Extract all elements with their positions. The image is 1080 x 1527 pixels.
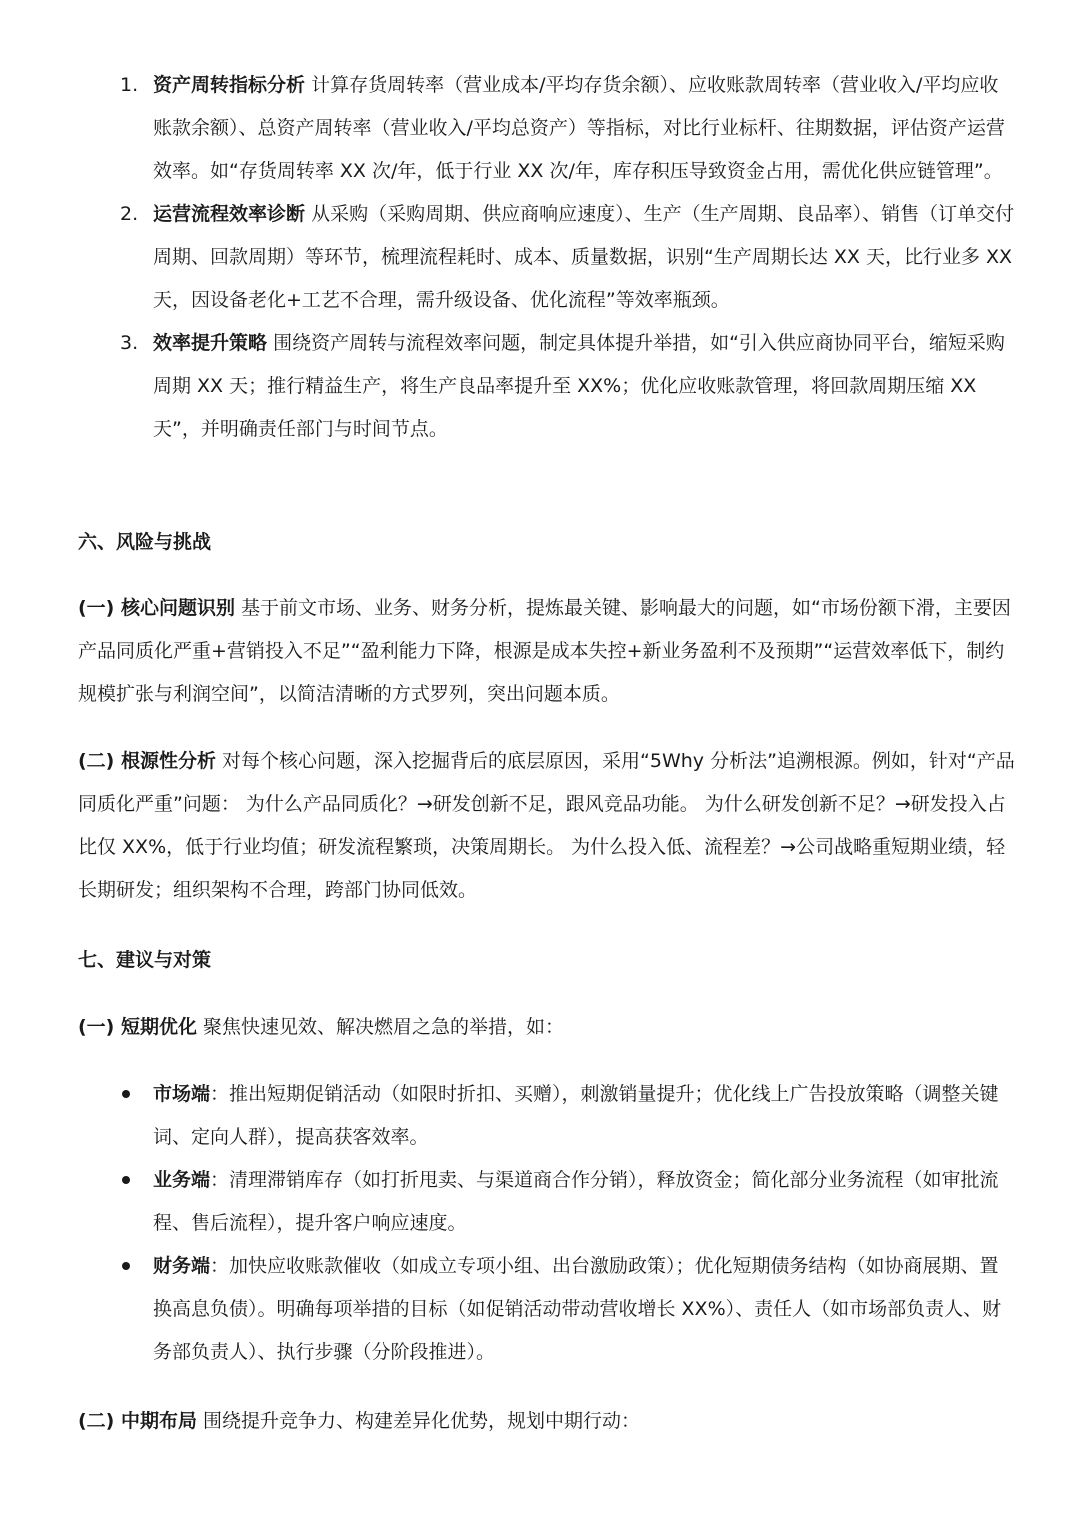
- list-item-title: 效率提升策略: [153, 332, 268, 354]
- list-item: [120, 193, 1015, 322]
- bullet-label: 业务端: [153, 1169, 211, 1191]
- list-number: 2.: [120, 203, 139, 225]
- paragraph-text: 聚焦快速见效、解决燃眉之急的举措，如：: [203, 1016, 565, 1038]
- list-item-text: 从采购（采购周期、供应商响应速度）、生产（生产周期、良品率）、销售（订单交付周期、回款周期）等环节，梳理流程耗时、成本、质量数据，识别“生产周期长达 XX 天，比行业多 XX 天，因设备老化+工艺不合理，需升级设备、优化流程”等效率瓶颈。: [153, 203, 1015, 311]
- bullet-item: [153, 1245, 1015, 1374]
- section-heading-risks: 六、风险与挑战: [78, 531, 212, 553]
- bullet-text: ：加快应收账款催收（如成立专项小组、出台激励政策）；优化短期债务结构（如协商展期、置换高息负债）。明确每项举措的目标（如促销活动带动营收增长 XX%）、责任人（如市场部负责人、财务部负责人）、执行步骤（分阶段推进）。: [153, 1255, 1002, 1363]
- list-item-text: 计算存货周转率（营业成本/平均存货余额）、应收账款周转率（营业收入/平均应收账款余额）、总资产周转率（营业收入/平均总资产）等指标，对比行业标杆、往期数据，评估资产运营效率。如“存货周转率 XX 次/年，低于行业 XX 次/年，库存积压导致资金占用，需优化供应链管理”。: [153, 74, 1005, 182]
- paragraph-root-cause: [78, 740, 1015, 912]
- paragraph-label: (二) 中期布局: [78, 1410, 197, 1432]
- list-item-text: 围绕资产周转与流程效率问题，制定具体提升举措，如“引入供应商协同平台，缩短采购周期 XX 天；推行精益生产，将生产良品率提升至 XX%；优化应收账款管理，将回款周期压缩 XX 天”，并明确责任部门与时间节点。: [153, 332, 1005, 440]
- bullet-label: 市场端: [153, 1083, 211, 1105]
- list-item: [120, 322, 1015, 451]
- paragraph-label: (一) 短期优化: [78, 1016, 197, 1038]
- paragraph-label: (二) 根源性分析: [78, 750, 216, 772]
- bullet-text: ：推出短期促销活动（如限时折扣、买赠），刺激销量提升；优化线上广告投放策略（调整关键词、定向人群），提高获客效率。: [153, 1083, 999, 1148]
- list-item-title: 资产周转指标分析: [153, 74, 306, 96]
- list-item: [120, 64, 1015, 193]
- bullet-text: ：清理滞销库存（如打折甩卖、与渠道商合作分销），释放资金；简化部分业务流程（如审批流程、售后流程），提升客户响应速度。: [153, 1169, 999, 1234]
- paragraph-label: (一) 核心问题识别: [78, 597, 235, 619]
- numbered-list: [0, 64, 1080, 451]
- bullet-item: [153, 1073, 1015, 1159]
- paragraph-core-issues: [78, 587, 1015, 716]
- bullet-label: 财务端: [153, 1255, 211, 1277]
- paragraph-short-term: [78, 1006, 1015, 1049]
- bullet-icon: [122, 1090, 130, 1098]
- paragraph-mid-term: [78, 1400, 1015, 1443]
- bullet-item: [153, 1159, 1015, 1245]
- list-item-title: 运营流程效率诊断: [153, 203, 306, 225]
- paragraph-text: 对每个核心问题，深入挖掘背后的底层原因，采用“5Why 分析法”追溯根源。例如，针对“产品同质化严重”问题： 为什么产品同质化？→研发创新不足，跟风竞品功能。 为什么研发创新不足？→研发投入占比仅 XX%，低于行业均值；研发流程繁琐，决策周期长。 为什么投入低、流程差？→公司战略重短期业绩，轻长期研发；组织架构不合理，跨部门协同低效。: [78, 750, 1015, 901]
- list-number: 1.: [120, 74, 139, 96]
- section-heading-recommendations: 七、建议与对策: [78, 949, 212, 971]
- bullet-list: [0, 1073, 1080, 1374]
- paragraph-text: 围绕提升竞争力、构建差异化优势，规划中期行动：: [203, 1410, 641, 1432]
- bullet-icon: [122, 1262, 130, 1270]
- paragraph-text: 基于前文市场、业务、财务分析，提炼最关键、影响最大的问题，如“市场份额下滑，主要因产品同质化严重+营销投入不足”“盈利能力下降，根源是成本失控+新业务盈利不及预期”“运营效率低下，制约规模扩张与利润空间”，以简洁清晰的方式罗列，突出问题本质。: [78, 597, 1011, 705]
- list-number: 3.: [120, 332, 139, 354]
- bullet-icon: [122, 1176, 130, 1184]
